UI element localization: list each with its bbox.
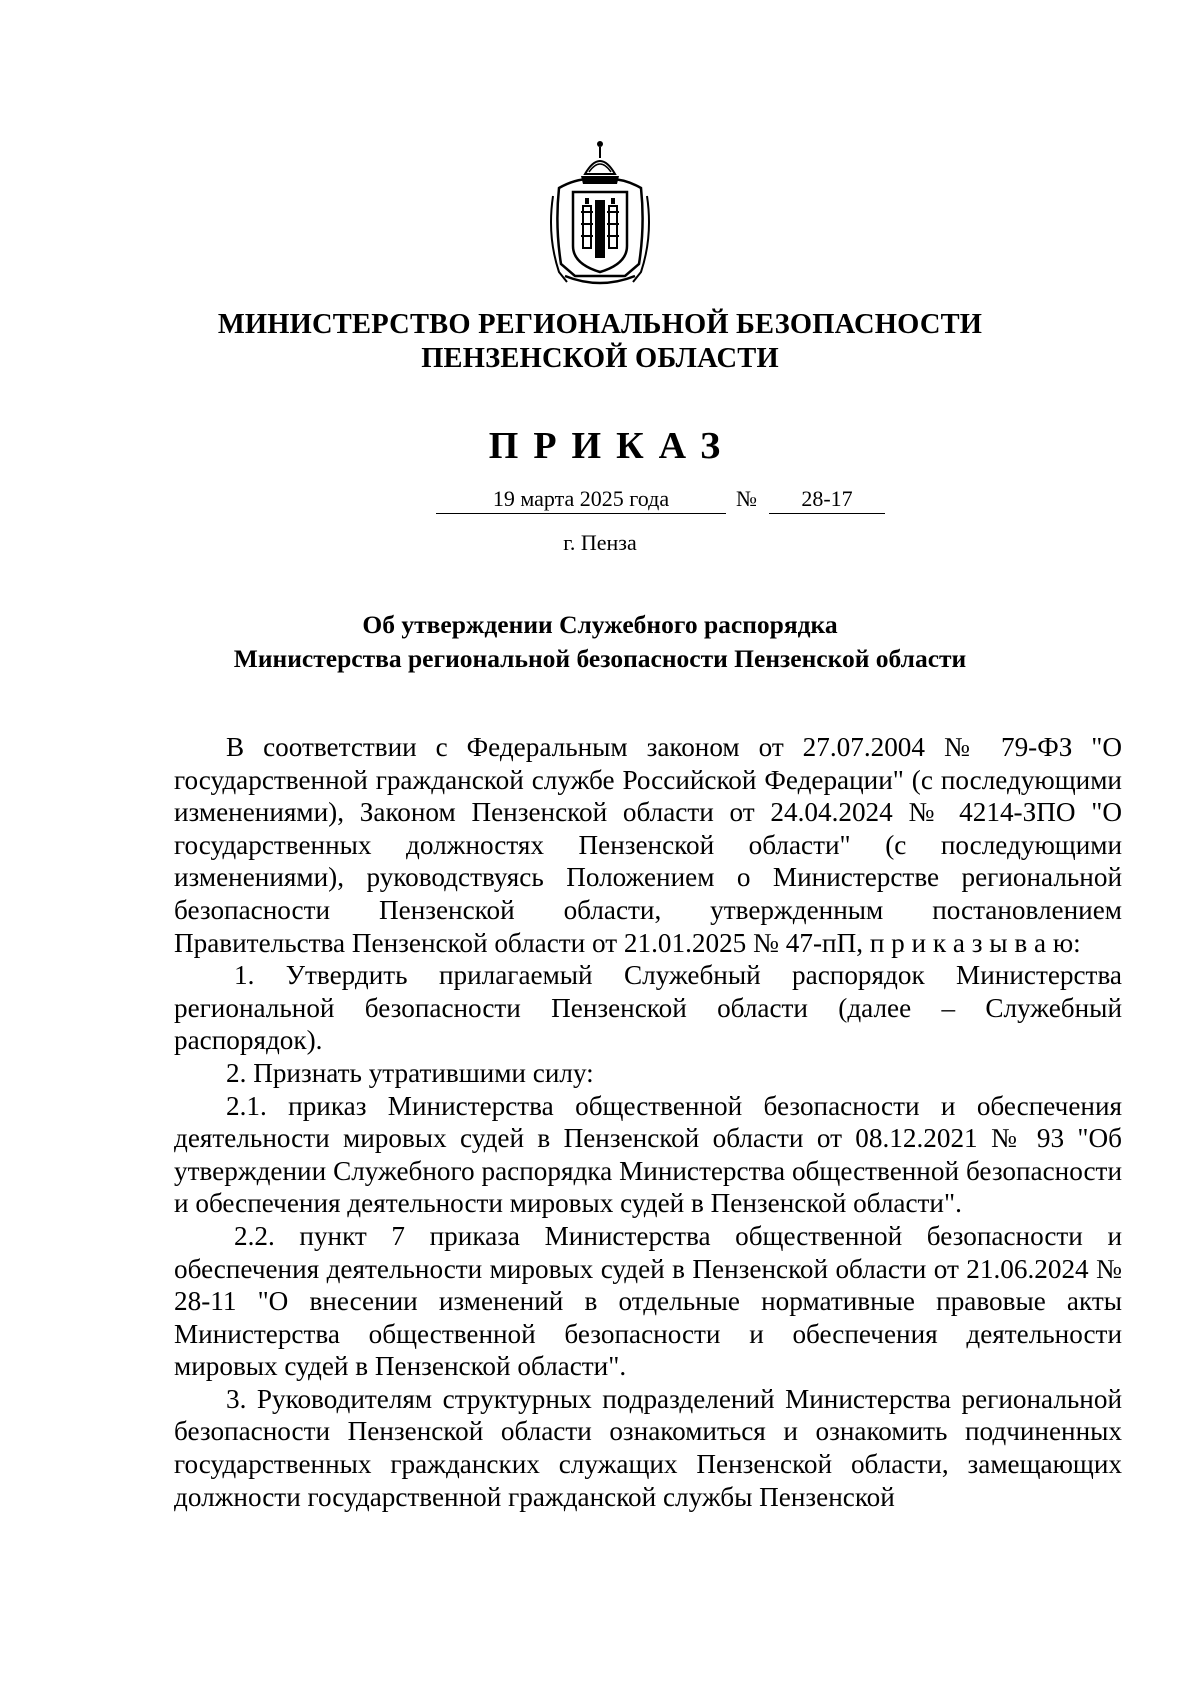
document-number: 28-17 [769, 485, 885, 514]
date-number-line [436, 485, 896, 519]
item-2-paragraph: 2. Признать утратившими силу: [226, 1057, 594, 1088]
item-2-1-paragraph: 2.1. приказ Министерства общественной безопасности и обеспечения деятельности мировых судей в Пензенской области от 08.12.2021 № 93 "Об утверждении Служебного распорядка Министерства общественной безопасности и обеспечения деятельности мировых судей в Пензенской области". [174, 1090, 1122, 1219]
org-line-1: МИНИСТЕРСТВО РЕГИОНАЛЬНОЙ БЕЗОПАСНОСТИ [217, 309, 983, 340]
document-date: 19 марта 2025 года [436, 485, 726, 514]
document-type: ПРИКАЗ [488, 425, 736, 467]
item-2-2-paragraph: 2.2. пункт 7 приказа Министерства общественной безопасности и обеспечения деятельности мировых судей в Пензенской области от 21.06.2024 № 28-11 "О внесении изменений в отдельные нормативные правовые акты Министерства общественной безопасности и обеспечения деятельности мировых судей в Пензенской области". [174, 1220, 1122, 1382]
subject-line-2: Министерства региональной безопасности Пензенской области [233, 644, 967, 673]
preamble-paragraph: В соответствии с Федеральным законом от 27.07.2004 № 79-ФЗ "О государственной гражданской службе Российской Федерации" (с последующими изменениями), Законом Пензенской области от 24.04.2024 № 4214-ЗПО "О государственных должностях Пензенской области" (с последующими изменениями), руководствуясь Положением о Министерстве региональной безопасности Пензенской области, утвержденным постановлением Правительства Пензенской области от 21.01.2025 № 47-пП, п р и к а з ы в а ю: [174, 732, 1122, 958]
subject-line-1: Об утверждении Служебного распорядка [362, 610, 838, 639]
city: г. Пенза [563, 530, 637, 555]
number-sign: № [736, 486, 757, 511]
item-3-paragraph: 3. Руководителям структурных подразделений Министерства региональной безопасности Пензенской области ознакомиться и ознакомить подчиненных государственных гражданских служащих Пензенской области, замещающих должности государственной гражданской службы Пензенской [174, 1383, 1122, 1512]
penza-coat-of-arms-icon [545, 136, 655, 286]
item-1-paragraph: 1. Утвердить прилагаемый Служебный распорядок Министерства региональной безопасности Пензенской области (далее – Служебный распорядок). [174, 960, 1122, 1056]
document-body [174, 731, 1122, 1513]
document-subject [0, 608, 1200, 676]
organization-name [0, 308, 1200, 376]
org-line-2: ПЕНЗЕНСКОЙ ОБЛАСТИ [421, 343, 779, 374]
